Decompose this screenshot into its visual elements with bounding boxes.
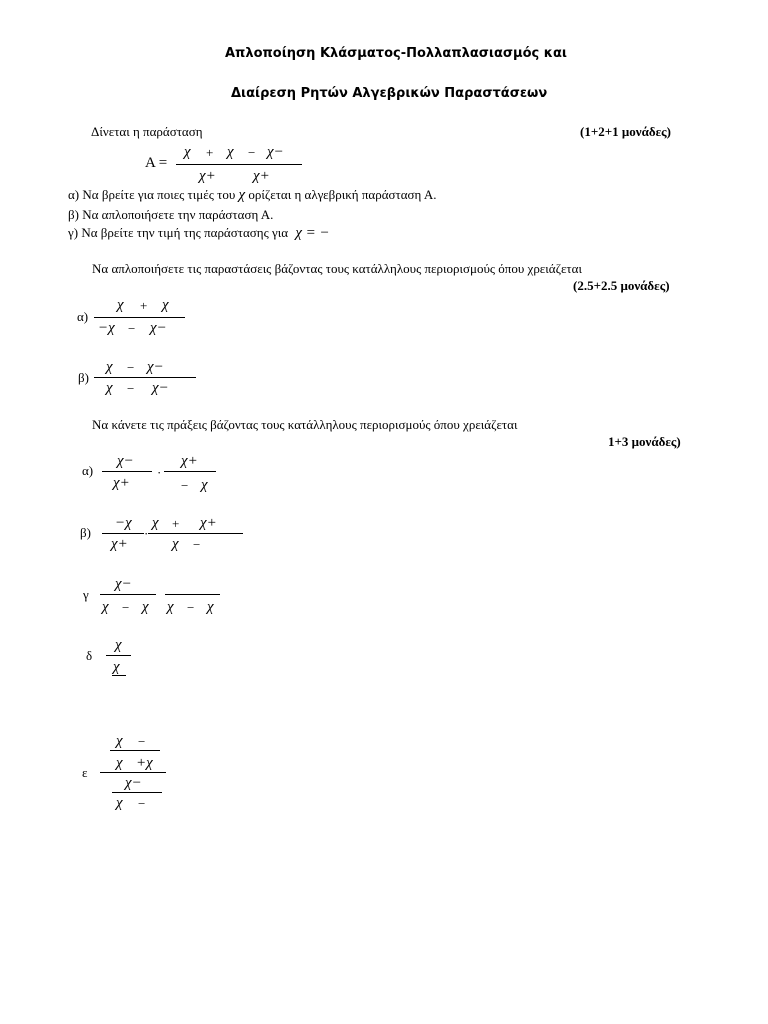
e3-b-f2-num-1: χ xyxy=(152,515,159,531)
question-a xyxy=(68,188,437,203)
e2-b-num-1: χ xyxy=(106,359,113,375)
question-b: β) Να απλοποιήσετε την παράσταση Α. xyxy=(68,207,274,222)
e3-a-dot: · xyxy=(157,465,162,480)
e3-b-f2-num-2: χ+ xyxy=(200,515,217,531)
e1-num-term-3: χ− xyxy=(267,144,284,160)
e3-b-f1-num: −χ xyxy=(115,515,132,531)
e3-b-f2-num-op: + xyxy=(172,516,180,531)
e3-c-den-4: χ xyxy=(207,599,214,615)
e3-c-den-1: χ xyxy=(102,599,109,615)
expression-label: Α = xyxy=(145,155,168,171)
e2-a-den-2: χ− xyxy=(150,320,167,336)
e3-b-label: β) xyxy=(80,525,91,540)
e3-e-row1-op: − xyxy=(138,734,146,749)
e3-d-den: χ xyxy=(113,659,120,675)
e3-a-label: α) xyxy=(82,463,94,478)
e2-b-den-2: χ− xyxy=(152,380,169,396)
e3-a-f2-den-var: χ xyxy=(201,477,208,493)
e3-b-f1-den: χ+ xyxy=(111,536,128,552)
e3-b-f2-bar xyxy=(148,533,243,534)
exercise2-points: (2.5+2.5 μονάδες) xyxy=(573,278,670,293)
e3-e-label: ε xyxy=(82,765,88,780)
e3-e-row2-var: χ xyxy=(116,755,123,771)
e3-a-f2-den-op: − xyxy=(181,478,189,493)
e2-b-fraction-bar xyxy=(94,377,196,378)
e3-d-bar xyxy=(106,655,131,656)
question-c-expression: χ = − xyxy=(295,225,330,241)
e3-a-f2-bar xyxy=(164,471,216,472)
e2-b-den-op: − xyxy=(127,381,135,396)
e3-c-bar-1 xyxy=(100,594,156,595)
e2-a-label: α) xyxy=(77,309,89,324)
e1-num-op-1: + xyxy=(206,145,214,160)
e3-a-f1-bar xyxy=(102,471,152,472)
e2-a-num-1: χ xyxy=(117,297,124,313)
e3-a-f1-num: χ− xyxy=(117,453,134,469)
e1-den-term-1: χ+ xyxy=(199,168,216,184)
e3-c-den-op-2: − xyxy=(187,600,195,615)
e2-b-label: β) xyxy=(78,370,89,385)
e3-e-row4-op: − xyxy=(138,796,146,811)
e2-b-num-op: − xyxy=(127,360,135,375)
e3-c-bar-2 xyxy=(165,594,220,595)
e3-d-den-underline xyxy=(112,675,126,676)
e3-c-den-3: χ xyxy=(167,599,174,615)
e3-e-row3: χ− xyxy=(125,775,142,791)
e3-e-bar-1 xyxy=(110,750,160,751)
e3-d-label: δ xyxy=(86,648,93,663)
e3-c-den-2: χ xyxy=(142,599,149,615)
question-a-text-end: ορίζεται η αλγεβρική παράσταση Α. xyxy=(248,187,437,202)
exercise3-intro: Να κάνετε τις πράξεις βάζοντας τους κατάλληλους περιορισμούς όπου χρειάζεται xyxy=(92,417,518,432)
e3-b-f2-den-op: − xyxy=(193,537,201,552)
e2-a-den-op: − xyxy=(128,321,136,336)
e3-e-row1-var: χ xyxy=(116,733,123,749)
title-line-1: Απλοποίηση Κλάσματος-Πολλαπλασιασμός και xyxy=(225,46,567,61)
e2-a-num-op: + xyxy=(140,298,148,313)
e3-b-f2-den-var: χ xyxy=(172,536,179,552)
e3-b-dot: · xyxy=(144,526,149,541)
question-a-text: α) Να βρείτε για ποιες τιμές του xyxy=(68,187,236,202)
e2-b-num-2: χ− xyxy=(147,359,164,375)
e1-num-op-2: − xyxy=(248,145,256,160)
e3-e-row2-rest: +χ xyxy=(136,755,153,771)
e3-e-main-bar xyxy=(100,772,166,773)
exercise1-points: (1+2+1 μονάδες) xyxy=(580,124,671,139)
e3-e-bar-2 xyxy=(112,792,162,793)
exercise2-intro: Να απλοποιήσετε τις παραστάσεις βάζοντας τους κατάλληλους περιορισμούς όπου χρειάζεται xyxy=(92,261,582,276)
e1-den-term-2: χ+ xyxy=(253,168,270,184)
e2-a-den-1: −χ xyxy=(98,320,115,336)
e3-e-row4-var: χ xyxy=(116,795,123,811)
e2-b-den-1: χ xyxy=(106,380,113,396)
e3-a-f2-num: χ+ xyxy=(181,453,198,469)
exercise1-intro: Δίνεται η παράσταση xyxy=(91,124,203,139)
e3-c-den-op-1: − xyxy=(122,600,130,615)
e3-b-f1-bar xyxy=(102,533,144,534)
e3-a-f1-den: χ+ xyxy=(113,475,130,491)
e1-num-term-2: χ xyxy=(227,144,234,160)
e2-a-fraction-bar xyxy=(94,317,185,318)
e1-num-term-1: χ xyxy=(184,144,191,160)
question-c xyxy=(68,226,330,241)
exercise3-points: 1+3 μονάδες) xyxy=(608,434,681,449)
question-c-text: γ) Να βρείτε την τιμή της παράστασης για xyxy=(68,225,289,240)
question-a-variable: χ xyxy=(238,187,246,203)
e3-c-num: χ− xyxy=(115,576,132,592)
e1-fraction-bar xyxy=(176,164,302,165)
e3-c-label: γ xyxy=(83,587,89,602)
title-line-2: Διαίρεση Ρητών Αλγεβρικών Παραστάσεων xyxy=(231,86,548,101)
e3-d-num: χ xyxy=(115,637,122,653)
e2-a-num-2: χ xyxy=(162,297,169,313)
